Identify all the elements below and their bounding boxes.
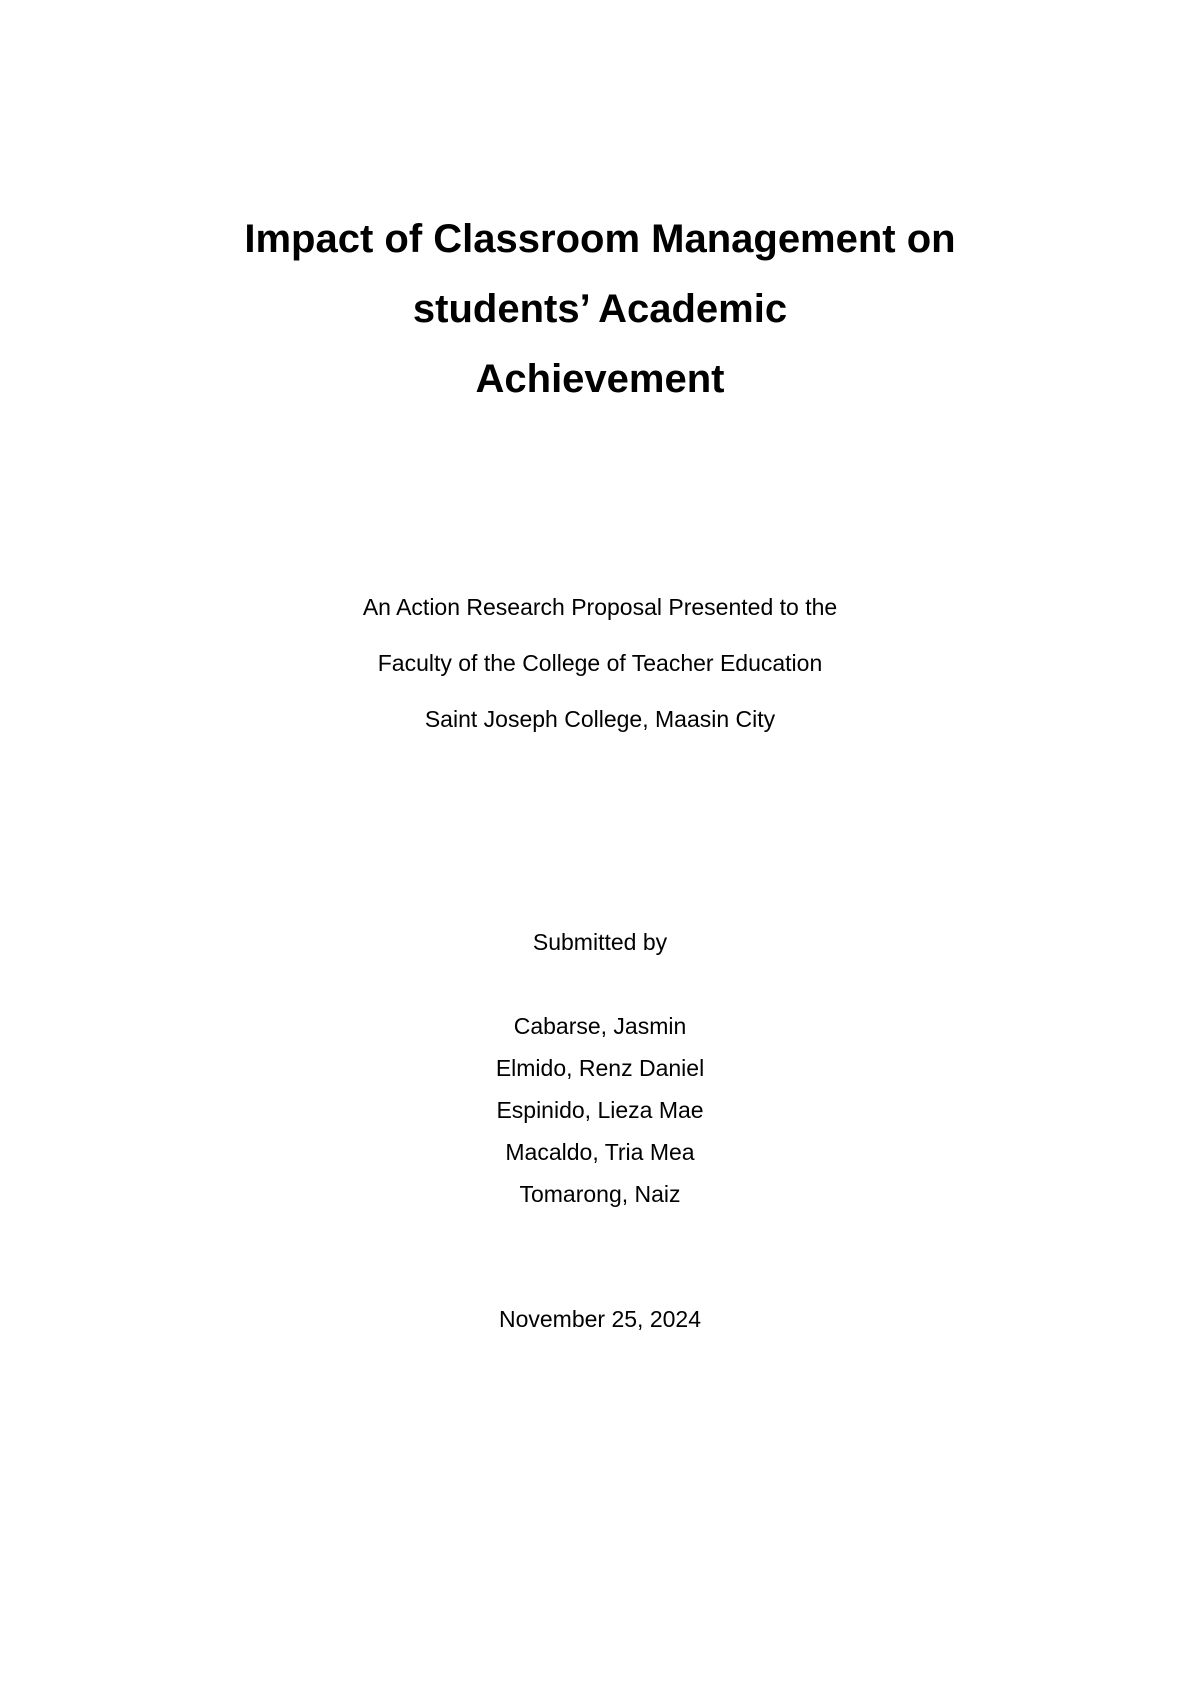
presentation-line-1: An Action Research Proposal Presented to the bbox=[362, 594, 838, 620]
title-line-2: students’ Academic bbox=[412, 287, 788, 331]
presentation-line-3: Saint Joseph College, Maasin City bbox=[424, 706, 776, 732]
submission-date: November 25, 2024 bbox=[498, 1306, 701, 1332]
author-name: Espinido, Lieza Mae bbox=[496, 1097, 704, 1123]
title-line-1: Impact of Classroom Management on bbox=[244, 217, 956, 261]
author-name: Macaldo, Tria Mea bbox=[505, 1139, 695, 1165]
author-name: Elmido, Renz Daniel bbox=[495, 1055, 705, 1081]
author-name: Tomarong, Naiz bbox=[519, 1181, 681, 1207]
document-title bbox=[0, 204, 1200, 414]
presentation-line-2: Faculty of the College of Teacher Education bbox=[377, 650, 823, 676]
title-line-3: Achievement bbox=[475, 357, 725, 401]
submitted-by-label: Submitted by bbox=[532, 929, 668, 955]
author-name: Cabarse, Jasmin bbox=[513, 1013, 687, 1039]
